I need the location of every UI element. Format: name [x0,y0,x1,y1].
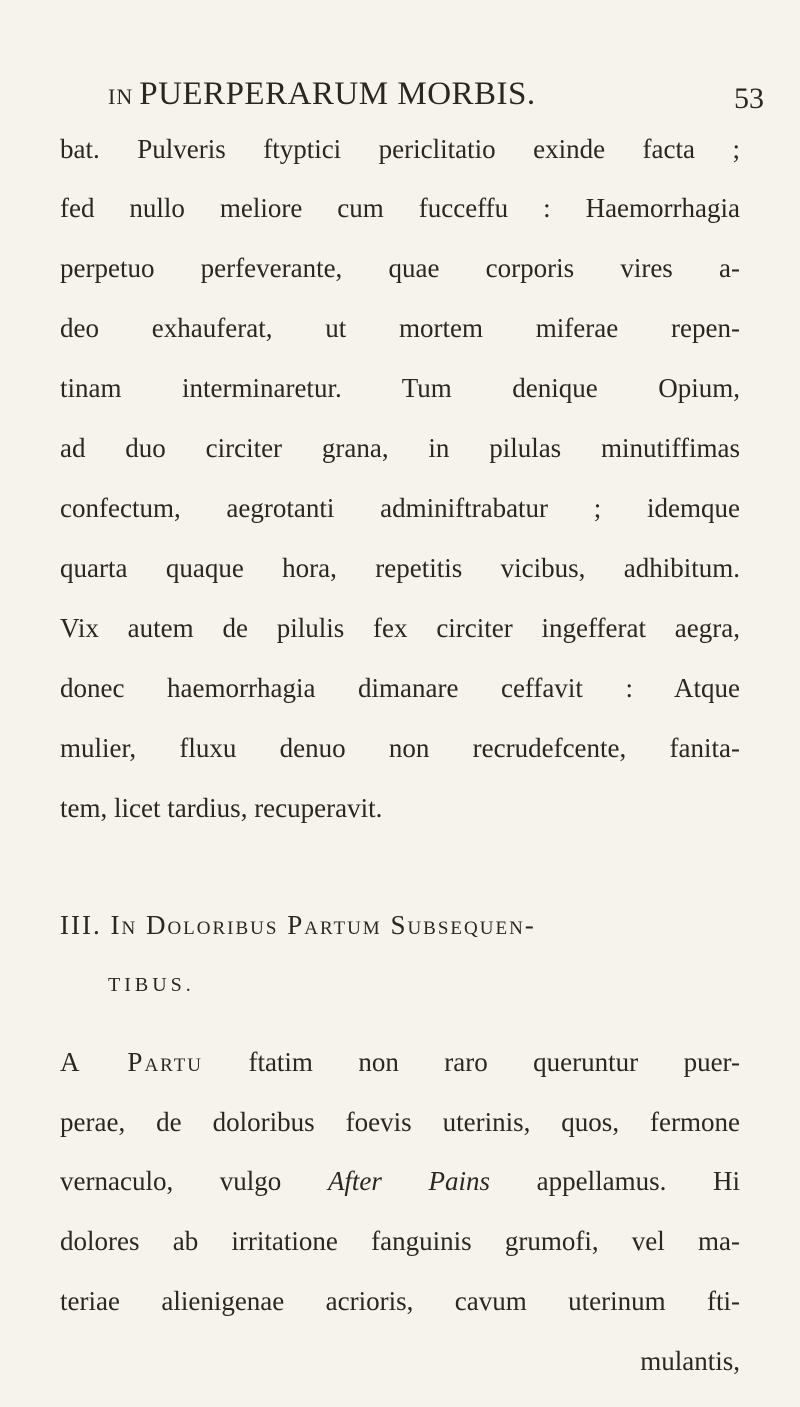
opening-words: A Partu [60,1047,204,1077]
text-span: ftatim non raro queruntur puer- [203,1047,740,1077]
text-line: fed nullo meliore cum fucceffu : Haemorrhagia [60,193,740,223]
text-line: quarta quaque hora, repetitis vicibus, adhibitum. [60,553,740,583]
text-line: donec haemorrhagia dimanare ceffavit : Atque [60,673,740,703]
text-line: tinam interminaretur. Tum denique Opium, [60,373,740,403]
section-heading-line-1 [60,910,740,941]
text-line: teriae alienigenae acrioris, cavum uterinum fti- [60,1286,740,1316]
english-term: After Pains [327,1166,491,1196]
page-number: 53 [734,82,764,115]
text-line: confectum, aegrotanti adminiftrabatur ; idemque [60,493,740,523]
text-line: bat. Pulveris ftyptici periclitatio exinde facta ; [60,134,740,164]
catchword: mulantis, [640,1346,740,1376]
text-line: Vix autem de pilulis fex circiter ingefferat aegra, [60,613,740,643]
text-line: tem, licet tardius, recuperavit. [60,793,383,823]
text-span: appellamus. Hi [490,1166,740,1196]
running-head-text: PUERPERARUM MORBIS. [139,76,536,112]
running-head-title [108,76,536,113]
section-title: In Doloribus Partum Subsequen- [110,910,536,940]
running-head-prefix: IN [108,84,134,109]
text-line: perae, de doloribus foevis uterinis, quos, fermone [60,1107,740,1137]
text-line: perpetuo perfeverante, quae corporis vires a- [60,253,740,283]
text-span: vernaculo, vulgo [60,1166,328,1196]
text-line: ad duo circiter grana, in pilulas minutiffimas [60,433,740,463]
text-line [60,1045,740,1079]
running-header [0,68,800,118]
section-number: III. [60,910,102,940]
text-line [60,1164,740,1198]
section-heading-line-2: TIBUS. [108,974,195,996]
text-line: deo exhauferat, ut mortem miferae repen- [60,313,740,343]
text-line: mulier, fluxu denuo non recrudefcente, fanita- [60,733,740,763]
text-line: dolores ab irritatione fanguinis grumofi, vel ma- [60,1226,740,1256]
